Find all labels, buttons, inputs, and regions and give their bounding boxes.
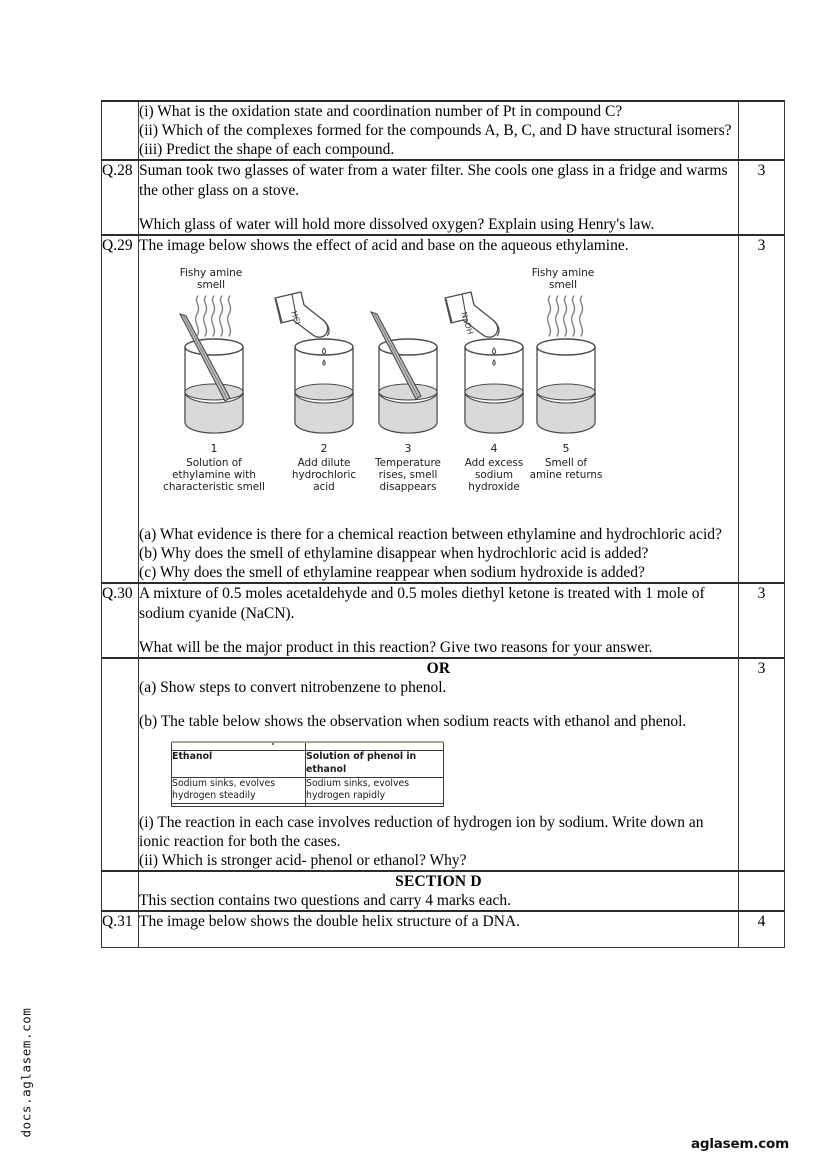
obs-cell-phenol-observation: Sodium sinks, evolves hydrogen rapidly (306, 777, 444, 803)
svg-text:Add dilute: Add dilute (297, 456, 351, 469)
svg-text:Solution of: Solution of (186, 456, 242, 469)
marks-cell: 4 (738, 911, 784, 947)
question-line: (iii) Predict the shape of each compound. (139, 141, 395, 159)
fishy-amine-smell-label-left-line1: Fishy amine (179, 266, 243, 279)
question-number-cell (102, 871, 139, 911)
step-caption-5 (530, 457, 603, 481)
step-number-1: 1 (210, 441, 218, 455)
obs-table-spacer-cell (306, 742, 444, 751)
svg-text:acid: acid (313, 480, 335, 493)
svg-text:amine returns: amine returns (529, 468, 603, 481)
table-row (102, 658, 785, 871)
blank-line (139, 623, 738, 638)
question-body-cell (139, 658, 739, 871)
obs-header-phenol-solution: Solution of phenol in ethanol (306, 751, 444, 777)
marks-cell: 3 (738, 235, 784, 584)
hcl-bottle-icon (275, 292, 329, 337)
marks-cell: 3 (738, 160, 784, 234)
sub-question-c: (c) Why does the smell of ethylamine reappear when sodium hydroxide is added? (139, 564, 645, 582)
marks-cell (738, 101, 784, 160)
question-body-cell (139, 911, 739, 947)
question-number-cell (102, 101, 139, 160)
section-d-description: This section contains two questions and carry 4 marks each. (139, 892, 511, 910)
beaker-step-3 (371, 312, 437, 433)
side-watermark: docs.aglasem.com (18, 1007, 34, 1138)
exam-question-table (101, 100, 785, 948)
obs-table-dot-marker (172, 742, 306, 751)
obs-table-bottom-rule (306, 803, 444, 806)
fishy-amine-smell-label-right-line2: smell (549, 278, 578, 291)
naoh-bottle-icon (445, 292, 499, 337)
marks-cell (738, 871, 784, 911)
smell-waves-icon (548, 296, 583, 336)
obs-header-ethanol: Ethanol (172, 751, 306, 777)
question-line: Which glass of water will hold more dissolved oxygen? Explain using Henry's law. (139, 215, 655, 233)
svg-text:Temperature: Temperature (375, 456, 441, 469)
svg-text:hydrochloric: hydrochloric (291, 468, 357, 481)
svg-text:Smell of: Smell of (544, 456, 588, 469)
sub-question-ii: (ii) Which is stronger acid- phenol or ethanol? Why? (139, 852, 467, 869)
sub-question-i: (i) The reaction in each case involves reduction of hydrogen ion by sodium. Write down an ionic reaction for both the cases. (139, 813, 704, 850)
fishy-amine-smell-label-left-line2: smell (197, 278, 226, 291)
sub-question-a: (a) What evidence is there for a chemical reaction between ethylamine and hydrochloric acid? (139, 525, 722, 543)
sub-question-b: (b) Why does the smell of ethylamine disappear when hydrochloric acid is added? (139, 545, 649, 563)
beaker-icon (537, 339, 595, 433)
svg-text:disappears: disappears (379, 480, 437, 493)
beaker-icon (379, 339, 437, 433)
marks-cell: 3 (738, 583, 784, 657)
section-d-heading: SECTION D (395, 873, 482, 891)
or-heading: OR (426, 659, 451, 677)
obs-table-data-row (172, 777, 444, 803)
question-number-cell: Q.31 (102, 911, 139, 947)
question-line: A mixture of 0.5 moles acetaldehyde and 0.5 moles diethyl ketone is treated with 1 mole of sodium cyanide (NaCN). (139, 585, 705, 622)
obs-table-footer-row (172, 803, 444, 806)
svg-text:characteristic smell: characteristic smell (163, 480, 265, 493)
table-row (102, 235, 785, 584)
aglasem-logo-watermark: aglasem.com (690, 1136, 789, 1152)
question-line: The image below shows the double helix structure of a DNA. (139, 913, 520, 931)
sodium-observation-table (171, 741, 444, 806)
blank-line (139, 932, 738, 947)
question-number-cell: Q.30 (102, 583, 139, 657)
table-row (102, 871, 785, 911)
step-caption-4 (465, 457, 524, 493)
svg-text:rises, smell: rises, smell (378, 468, 438, 481)
question-body-cell (139, 583, 739, 657)
beaker-step-2 (275, 292, 353, 433)
naoh-bottle-label: NaOH (459, 310, 475, 336)
fishy-amine-smell-label-right-line1: Fishy amine (531, 266, 595, 279)
question-number-cell: Q.28 (102, 160, 139, 234)
table-row (102, 583, 785, 657)
question-line: (b) The table below shows the observation when sodium reacts with ethanol and phenol. (139, 713, 687, 731)
question-number-cell: Q.29 (102, 235, 139, 584)
blank-line (139, 697, 738, 712)
step-number-5: 5 (562, 441, 570, 455)
svg-text:ethylamine with: ethylamine with (172, 468, 256, 481)
marks-cell: 3 (738, 658, 784, 871)
question-line: What will be the major product in this reaction? Give two reasons for your answer. (139, 638, 653, 656)
obs-table-header-row (172, 751, 444, 777)
question-body-cell (139, 101, 739, 160)
beaker-step-1 (180, 267, 243, 433)
step-number-3: 3 (404, 441, 412, 455)
obs-table-bottom-rule (172, 803, 306, 806)
svg-text:hydroxide: hydroxide (468, 480, 520, 493)
table-row (102, 160, 785, 234)
smell-waves-icon (196, 296, 231, 336)
svg-text:sodium: sodium (475, 468, 514, 481)
question-line: Suman took two glasses of water from a water filter. She cools one glass in a fridge and warms the other glass on a stove. (139, 162, 728, 199)
question-number-cell (102, 658, 139, 871)
question-line: (a) Show steps to convert nitrobenzene to phenol. (139, 678, 447, 696)
ethylamine-figure-svg (163, 264, 605, 493)
hcl-bottle-label: HCl (289, 309, 302, 326)
svg-text:Add excess: Add excess (464, 456, 524, 469)
blank-line (139, 200, 738, 215)
step-caption-3 (374, 457, 441, 493)
obs-table-spacer-row (172, 742, 444, 751)
ethylamine-reaction-figure (163, 264, 605, 493)
beaker-step-5 (532, 267, 595, 433)
step-number-4: 4 (490, 441, 498, 455)
question-line: (ii) Which of the complexes formed for the compounds A, B, C, and D have structural isomers? (139, 122, 732, 140)
step-number-2: 2 (320, 441, 328, 455)
table-row (102, 911, 785, 947)
question-intro: The image below shows the effect of acid and base on the aqueous ethylamine. (139, 236, 629, 254)
table-row (102, 101, 785, 160)
obs-cell-ethanol-observation: Sodium sinks, evolves hydrogen steadily (172, 777, 306, 803)
beaker-step-4 (445, 292, 523, 433)
step-caption-1 (163, 457, 265, 493)
section-header-cell (139, 871, 739, 911)
question-line: (i) What is the oxidation state and coordination number of Pt in compound C? (139, 103, 623, 120)
beaker-icon (185, 339, 243, 433)
question-body-cell (139, 160, 739, 234)
question-body-cell (139, 235, 739, 584)
